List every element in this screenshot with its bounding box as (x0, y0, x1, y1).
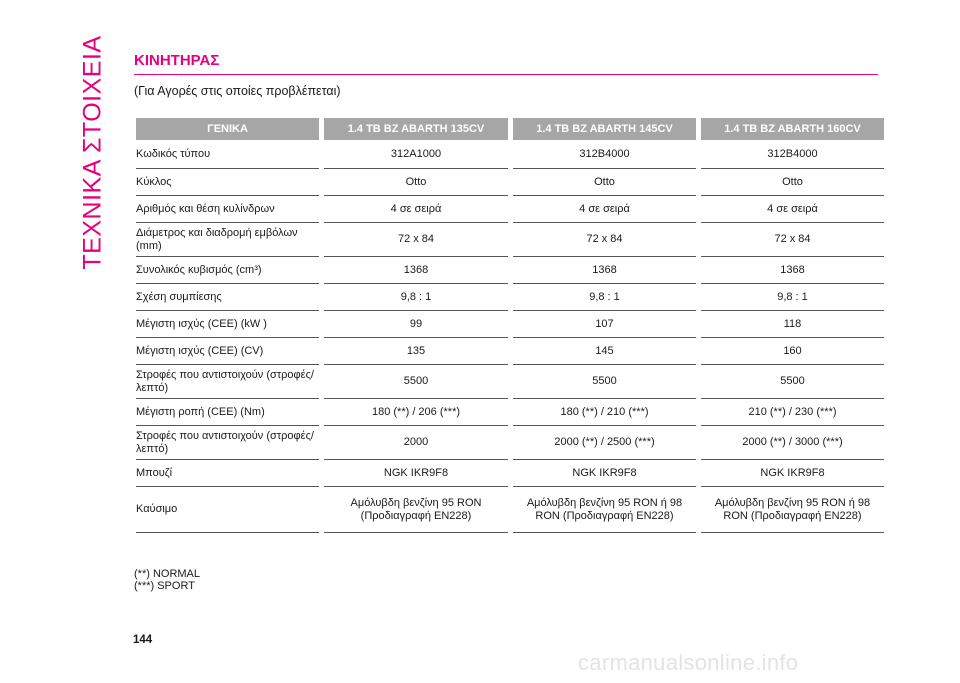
table-row (136, 399, 884, 426)
subtitle: (Για Αγορές στις οποίες προβλέπεται) (134, 84, 341, 98)
cell-value: 1368 (701, 257, 884, 284)
engine-spec-table (131, 118, 889, 533)
cell-value: 72 x 84 (513, 223, 696, 257)
watermark: carmanualsonline.info (578, 650, 799, 675)
table-row (136, 223, 884, 257)
page-number: 144 (133, 634, 153, 646)
cell-value: 135 (324, 338, 508, 365)
side-section-title-text: ΤΕΧΝΙΚΑ ΣΤΟΙΧΕΙΑ (78, 34, 107, 270)
cell-value: 180 (**) / 206 (***) (324, 399, 508, 426)
footnote-sport: (***) SPORT (134, 580, 195, 592)
cell-value: 180 (**) / 210 (***) (513, 399, 696, 426)
cell-value: 5500 (324, 365, 508, 399)
cell-value: 9,8 : 1 (324, 284, 508, 311)
cell-value: Otto (701, 169, 884, 196)
header-general: ΓΕΝΙΚΑ (136, 118, 319, 140)
footnotes (134, 568, 200, 592)
title-rule (134, 74, 878, 75)
cell-value: 2000 (324, 426, 508, 460)
table-row (136, 284, 884, 311)
row-label: Σχέση συμπίεσης (136, 284, 319, 311)
cell-value: 1368 (513, 257, 696, 284)
row-label: Μπουζί (136, 460, 319, 487)
table-row (136, 311, 884, 338)
cell-value: 9,8 : 1 (513, 284, 696, 311)
table-row (136, 460, 884, 487)
cell-value: 72 x 84 (324, 223, 508, 257)
table-row (136, 257, 884, 284)
table-header-row (136, 118, 884, 140)
cell-value: 2000 (**) / 3000 (***) (701, 426, 884, 460)
cell-value: Otto (513, 169, 696, 196)
table-row (136, 338, 884, 365)
cell-value: 1368 (324, 257, 508, 284)
side-section-title (78, 34, 108, 270)
footnote-normal: (**) NORMAL (134, 568, 201, 580)
cell-value: NGK IKR9F8 (701, 460, 884, 487)
cell-value: Αμόλυβδη βενζίνη 95 RON ή 98 RON (Προδιαγραφή EN228) (513, 487, 696, 533)
section-title: ΚΙΝΗΤΗΡΑΣ (134, 52, 220, 69)
cell-value: 210 (**) / 230 (***) (701, 399, 884, 426)
cell-value: Αμόλυβδη βενζίνη 95 RON (Προδιαγραφή EN228) (324, 487, 508, 533)
row-label: Μέγιστη ισχύς (CEE) (kW ) (136, 311, 319, 338)
cell-value: 312A1000 (324, 140, 508, 169)
cell-value: 118 (701, 311, 884, 338)
cell-value: 312B4000 (513, 140, 696, 169)
cell-value: 72 x 84 (701, 223, 884, 257)
header-135cv: 1.4 TB BZ ABARTH 135CV (324, 118, 508, 140)
cell-value: 5500 (513, 365, 696, 399)
table-row (136, 169, 884, 196)
cell-value: 4 σε σειρά (324, 196, 508, 223)
cell-value: Αμόλυβδη βενζίνη 95 RON ή 98 RON (Προδιαγραφή EN228) (701, 487, 884, 533)
cell-value: 2000 (**) / 2500 (***) (513, 426, 696, 460)
cell-value: 99 (324, 311, 508, 338)
cell-value: 160 (701, 338, 884, 365)
table-row (136, 365, 884, 399)
cell-value: 4 σε σειρά (513, 196, 696, 223)
table-row (136, 140, 884, 169)
row-label: Μέγιστη ισχύς (CEE) (CV) (136, 338, 319, 365)
cell-value: 5500 (701, 365, 884, 399)
row-label: Στροφές που αντιστοιχούν (στροφές/λεπτό) (136, 426, 319, 460)
row-label: Μέγιστη ροπή (CEE) (Nm) (136, 399, 319, 426)
row-label: Κωδικός τύπου (136, 140, 319, 169)
cell-value: 145 (513, 338, 696, 365)
cell-value: 4 σε σειρά (701, 196, 884, 223)
table-row (136, 426, 884, 460)
row-label: Αριθμός και θέση κυλίνδρων (136, 196, 319, 223)
cell-value: NGK IKR9F8 (513, 460, 696, 487)
cell-value: Otto (324, 169, 508, 196)
header-160cv: 1.4 TB BZ ABARTH 160CV (701, 118, 884, 140)
cell-value: 107 (513, 311, 696, 338)
row-label: Συνολικός κυβισμός (cm³) (136, 257, 319, 284)
table-row (136, 196, 884, 223)
row-label: Κύκλος (136, 169, 319, 196)
cell-value: 9,8 : 1 (701, 284, 884, 311)
row-label: Διάμετρος και διαδρομή εμβόλων (mm) (136, 223, 319, 257)
row-label: Καύσιμο (136, 487, 319, 533)
header-145cv: 1.4 TB BZ ABARTH 145CV (513, 118, 696, 140)
row-label: Στροφές που αντιστοιχούν (στροφές/λεπτό) (136, 365, 319, 399)
cell-value: 312B4000 (701, 140, 884, 169)
cell-value: NGK IKR9F8 (324, 460, 508, 487)
table-row (136, 487, 884, 533)
